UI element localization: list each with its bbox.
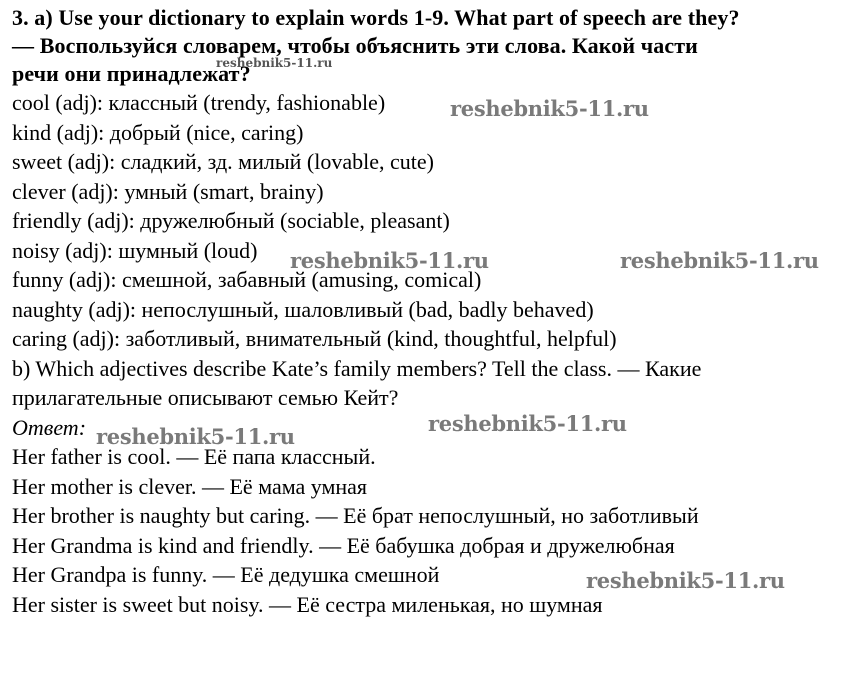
vocabulary-item: noisy (adj): шумный (loud) [12, 237, 258, 263]
vocabulary-item: cool (adj): классный (trendy, fashionable) [12, 90, 386, 115]
document [12, 4, 857, 619]
vocabulary-item: sweet (adj): сладкий, зд. милый (lovable, cute) [12, 149, 434, 174]
vocabulary-item: naughty (adj): непослушный, шаловливый (bad, badly behaved) [12, 296, 594, 322]
watermark: reshebnik5-11.ru [586, 568, 785, 593]
heading-line-2: — Воспользуйся словарем, чтобы объяснить эти слова. Какой части [12, 33, 698, 58]
answer-item: Her sister is sweet but noisy. — Её сестра миленькая, но шумная [12, 591, 603, 617]
heading-line-3: речи они принадлежат? [12, 61, 251, 86]
heading-line-1: 3. a) Use your dictionary to explain words 1-9. What part of speech are they? [12, 5, 740, 30]
watermark: reshebnik5-11.ru [428, 411, 627, 436]
part-b-line-2: прилагательные описывают семью Кейт? [12, 385, 399, 410]
task-heading [12, 4, 857, 88]
part-b-question [12, 354, 857, 413]
vocabulary-item: friendly (adj): дружелюбный (sociable, pleasant) [12, 208, 450, 233]
watermark: reshebnik5-11.ru [450, 96, 649, 121]
answer-item: Her Grandma is kind and friendly. — Её бабушка добрая и дружелюбная [12, 532, 675, 558]
watermark: reshebnik5-11.ru [290, 248, 489, 273]
answer-label: Ответ: [12, 414, 87, 440]
answer-item: Her Grandpa is funny. — Её дедушка смешной [12, 562, 440, 587]
vocabulary-item: funny (adj): смешной, забавный (amusing, comical) [12, 267, 482, 292]
answer-item: Her brother is naughty but caring. — Её брат непослушный, но заботливый [12, 503, 699, 528]
vocabulary-list [12, 88, 857, 354]
watermark: reshebnik5-11.ru [620, 248, 819, 273]
vocabulary-item: clever (adj): умный (smart, brainy) [12, 178, 324, 204]
answer-item: Her father is cool. — Её папа классный. [12, 444, 376, 469]
watermark: reshebnik5-11.ru [216, 56, 333, 70]
answer-item: Her mother is clever. — Её мама умная [12, 473, 368, 499]
watermark: reshebnik5-11.ru [96, 424, 295, 449]
vocabulary-item: caring (adj): заботливый, внимательный (kind, thoughtful, helpful) [12, 326, 617, 351]
vocabulary-item: kind (adj): добрый (nice, caring) [12, 119, 304, 145]
part-b-line-1: b) Which adjectives describe Kate’s family members? Tell the class. — Какие [12, 355, 702, 381]
